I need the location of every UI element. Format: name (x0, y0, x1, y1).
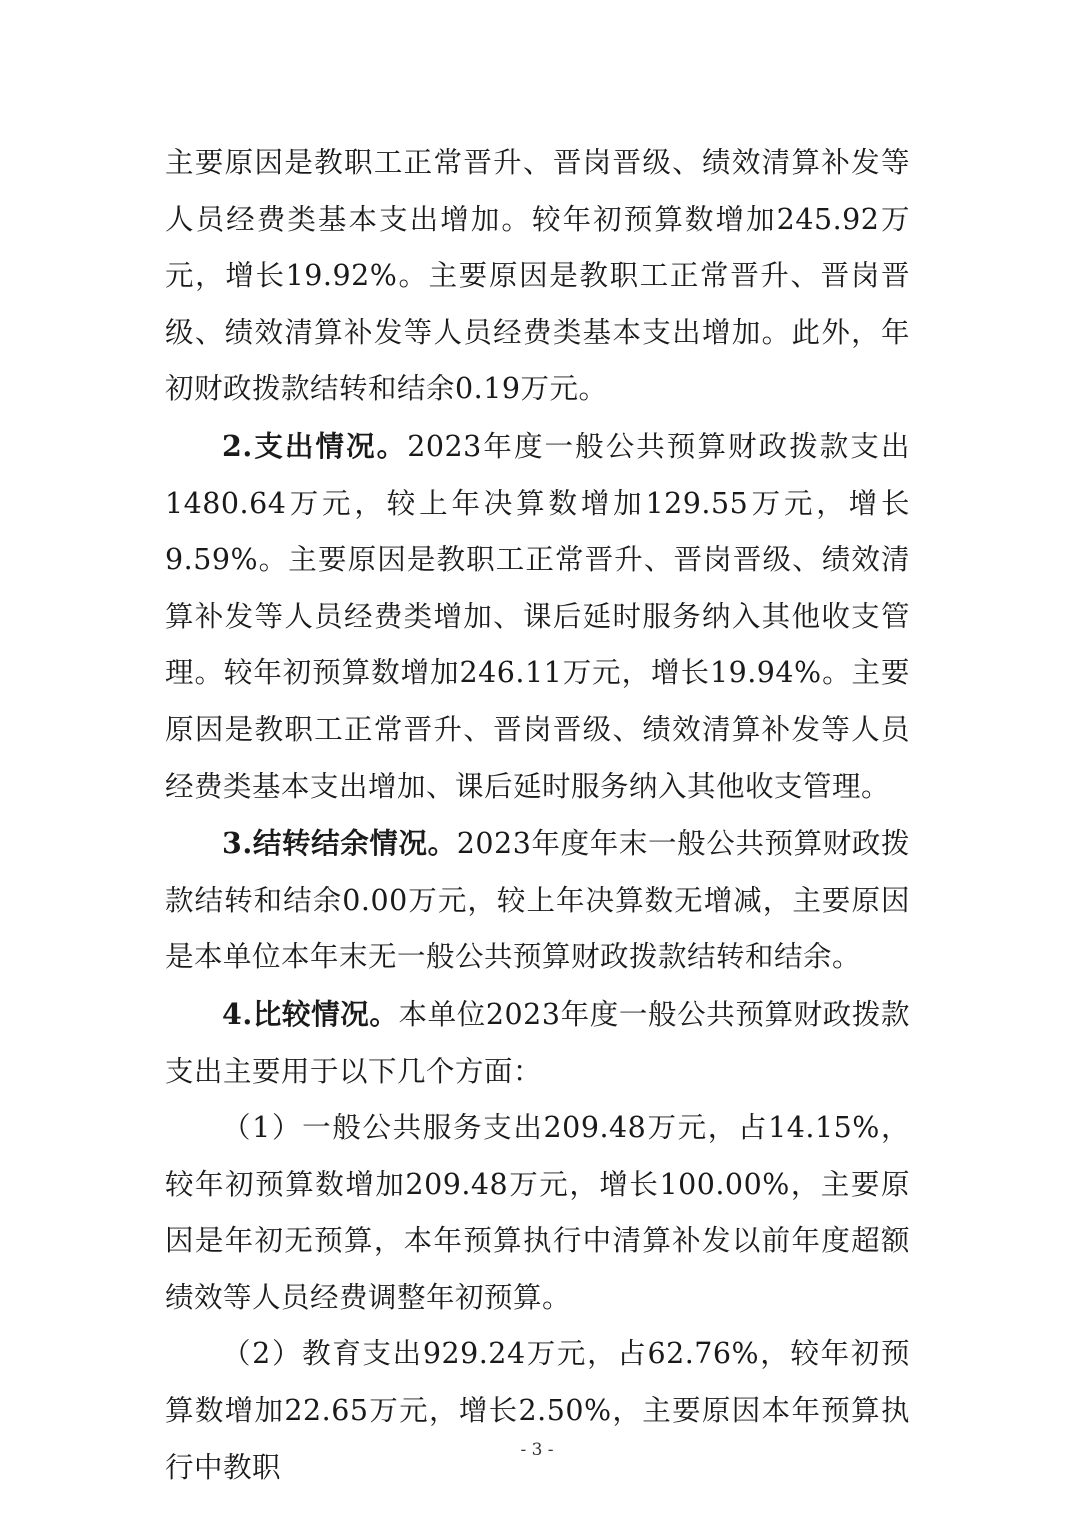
paragraph-text: 主要原因是教职工正常晋升、晋岗晋级、绩效清算补发等人员经费类基本支出增加。较年初预算数增加245.92万元，增长19.92%。主要原因是教职工正常晋升、晋岗晋级、绩效清算补发等人员经费类基本支出增加。此外，年初财政拨款结转和结余0.19万元。 (165, 146, 910, 406)
paragraph-text: （2）教育支出929.24万元，占62.76%，较年初预算数增加22.65万元，增长2.50%，主要原因本年预算执行中教职 (165, 1337, 910, 1484)
paragraph-item-2 (165, 1326, 910, 1496)
paragraph-comparison (165, 986, 910, 1100)
paragraph-item-1 (165, 1100, 910, 1326)
page-number: - 3 - (520, 1440, 554, 1460)
paragraph-text: （1）一般公共服务支出209.48万元，占14.15%，较年初预算数增加209.48万元，增长100.00%，主要原因是年初无预算，本年预算执行中清算补发以前年度超额绩效等人员经费调整年初预算。 (165, 1111, 910, 1314)
section-heading: 4.比较情况。 (222, 996, 399, 1031)
paragraph-expenditure (165, 418, 910, 815)
paragraph-text: 2023年度一般公共预算财政拨款支出1480.64万元，较上年决算数增加129.55万元，增长9.59%。主要原因是教职工正常晋升、晋岗晋级、绩效清算补发等人员经费类增加、课后延时服务纳入其他收支管理。较年初预算数增加246.11万元，增长19.94%。主要原因是教职工正常晋升、晋岗晋级、绩效清算补发等人员经费类基本支出增加、课后延时服务纳入其他收支管理。 (165, 429, 910, 803)
paragraph-continuation (165, 135, 910, 418)
paragraph-text: 本单位2023年度一般公共预算财政拨款支出主要用于以下几个方面： (165, 997, 910, 1088)
body-text (165, 135, 910, 1496)
section-heading: 2.支出情况。 (222, 428, 408, 463)
paragraph-carryover (165, 815, 910, 986)
section-heading: 3.结转结余情况。 (222, 826, 457, 861)
paragraph-text: 2023年度年末一般公共预算财政拨款结转和结余0.00万元，较上年决算数无增减，主要原因是本单位本年末无一般公共预算财政拨款结转和结余。 (165, 827, 911, 974)
